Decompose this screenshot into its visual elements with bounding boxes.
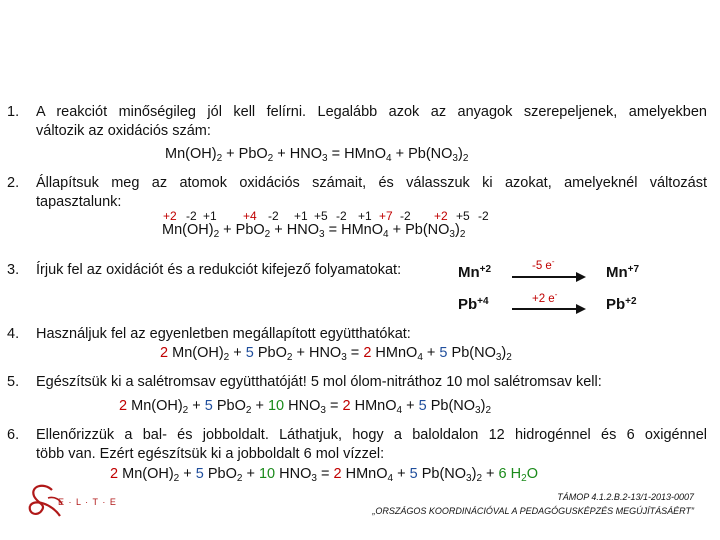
ox-h-hno3: +1 [294, 209, 308, 223]
ox-o-hno3: -2 [336, 209, 347, 223]
step-2-number: 2. [7, 175, 20, 191]
coef-hno3: 10 [267, 398, 285, 414]
elte-logo-text: E · L · T · E [58, 497, 117, 507]
coef-h2o: 6 [498, 466, 507, 482]
reduction-arrow-line [512, 308, 578, 310]
step-4-text: Használjuk fel az egyenletben megállapított együtthatókat: [36, 326, 411, 342]
step-5-number: 5. [7, 374, 20, 390]
step-6-line-1: Ellenőrizzük a bal- és jobboldalt. Láthatjuk, hogy a baloldalon 12 hidrogénnel és 6 oxigénnel [36, 427, 707, 443]
half-reduction-from: $Pb^{+4}$ [458, 296, 489, 313]
ox-o-oh: -2 [186, 209, 197, 223]
ox-pb-left: +4 [243, 209, 257, 223]
oxidation-arrow-line [512, 276, 578, 278]
step-4-number: 4. [7, 326, 20, 342]
formula-pbo2: PbO [238, 146, 268, 162]
step-5-text: Egészítsük ki a salétromsav együtthatóját! 5 mol ólom-nitráthoz 10 mol salétromsav kell: [36, 374, 602, 390]
half-reduction-to: $Pb^{+2}$ [606, 296, 637, 313]
ox-o-pbo2: -2 [268, 209, 279, 223]
half-oxidation-electrons: -5 e- [532, 257, 555, 272]
formula-pb-no3-2: Pb(NO [408, 146, 453, 162]
equation-step-1: $Mn(OH)_2 + PbO_2 + HNO_3$ = HMnO$_4$ + $Pb(NO_3)_2$ [165, 146, 469, 164]
equation-step-6: 2 $Mn(OH)_2 + 5$ PbO$_2$ + 10 $HNO_3 = 2$ HMnO$_4$ + 5 $Pb(NO_3)_2 + 6$ $H_2O$ [110, 466, 538, 484]
equation-step-5: 2 $Mn(OH)_2 + 5$ PbO$_2$ + 10 $HNO_3 = 2$ HMnO$_4$ + 5 $Pb(NO_3)_2$ [119, 398, 491, 416]
coef-pb-no3-2: 5 [439, 345, 448, 361]
equation-step-4: 2 $Mn(OH)_2 + 5$ $PbO_2 + HNO_3 = 2$ HMnO$_4$ + 5 $Pb(NO_3)_2$ [160, 345, 512, 363]
oxidation-numbers-row [0, 209, 720, 223]
ox-o-no3: -2 [478, 209, 489, 223]
step-6-number: 6. [7, 427, 20, 443]
half-oxidation-from: $Mn^{+2}$ [458, 264, 492, 281]
step-1-line-2: változik az oxidációs szám: [36, 123, 211, 139]
step-6-line-2: több van. Ezért egészítsük ki a jobboldalt 6 mol vízzel: [36, 446, 385, 462]
half-reduction-electrons: +2 e- [532, 290, 558, 305]
ox-h-hmno4: +1 [358, 209, 372, 223]
ox-mn-right: +7 [379, 209, 393, 223]
elte-logo [22, 478, 132, 528]
coef-hmno4: 2 [363, 345, 372, 361]
formula-hno3: HNO [289, 146, 322, 162]
coef-pbo2: 5 [245, 345, 254, 361]
ox-h-oh: +1 [203, 209, 217, 223]
coef-mn-oh: 2 [160, 345, 169, 361]
step-2-line-1: Állapítsuk meg az atomok oxidációs számait, és válasszuk ki azokat, amelyeknél változást [36, 175, 707, 191]
ox-n-hno3: +5 [314, 209, 328, 223]
step-1-number: 1. [7, 104, 20, 120]
ox-pb-right: +2 [434, 209, 448, 223]
formula-hmno4: HMnO [344, 146, 386, 162]
step-1-line-1: A reakciót minőségileg jól kell felírni. Legalább azok az anyagok szerepeljenek, amelyekben [36, 104, 707, 120]
reduction-arrow-head [576, 304, 586, 314]
formula-mn-oh: Mn(OH) [165, 146, 217, 162]
step-3-text: Írjuk fel az oxidációt és a redukciót kifejező folyamatokat: [36, 262, 402, 278]
step-2-line-2: tapasztalunk: [36, 194, 122, 210]
formula-h2o: $H_2O$ [510, 466, 538, 484]
oxidation-arrow-head [576, 272, 586, 282]
footer-project-title: „ORSZÁGOS KOORDINÁCIÓVAL A PEDAGÓGUSKÉPZÉS MEGÚJÍTÁSÁÉRT” [372, 506, 694, 516]
equation-step-2: $Mn(OH)_2 + PbO_2 + HNO_3$ = HMnO$_4$ + $Pb(NO_3)_2$ [162, 222, 466, 240]
footer-project-code: TÁMOP 4.1.2.B.2-13/1-2013-0007 [557, 492, 694, 502]
half-oxidation-to: $Mn^{+7}$ [606, 264, 640, 281]
ox-o-hmno4: -2 [400, 209, 411, 223]
ox-n-no3: +5 [456, 209, 470, 223]
ox-mn-left: +2 [163, 209, 177, 223]
step-3-number: 3. [7, 262, 20, 278]
